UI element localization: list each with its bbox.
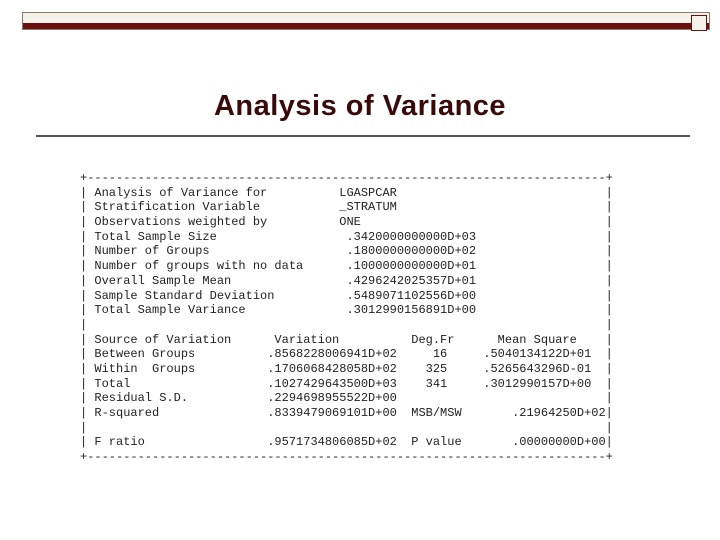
report-border-bottom: +------------------------------------------------------------------------+ <box>80 450 613 465</box>
report-table-row: | Residual S.D. .2294698955522D+00 | <box>80 391 613 406</box>
report-line: | Analysis of Variance for LGASPCAR | <box>80 185 613 200</box>
report-line: | Observations weighted by ONE | <box>80 215 613 230</box>
slide-header-bar <box>22 12 710 30</box>
report-line: | Sample Standard Deviation .5489071102556D+00 | <box>80 288 613 303</box>
report-line: | Number of Groups .1800000000000D+02 | <box>80 244 613 259</box>
report-blank-line: | | <box>80 317 613 332</box>
report-table-row: | Between Groups .8568228006941D+02 16 .5040134122D+01 | <box>80 347 613 362</box>
report-table-row: | Within Groups .1706068428058D+02 325 .5265643296D-01 | <box>80 361 613 376</box>
report-table-row: | Total .1027429643500D+03 341 .3012990157D+00 | <box>80 376 613 391</box>
report-line: | Total Sample Variance .3012990156891D+00 | <box>80 303 613 318</box>
report-table-header: | Source of Variation Variation Deg.Fr Mean Square | <box>80 332 613 347</box>
header-accent-strip <box>23 23 709 29</box>
header-corner-box <box>691 15 707 31</box>
report-border-top: +------------------------------------------------------------------------+ <box>80 171 613 185</box>
title-divider <box>36 135 690 137</box>
report-line: | Number of groups with no data .1000000000000D+01 | <box>80 259 613 274</box>
report-table-row: | F ratio .9571734806085D+02 P value .00000000D+00| <box>80 435 613 450</box>
anova-report <box>80 171 613 465</box>
report-line: | Total Sample Size .3420000000000D+03 | <box>80 229 613 244</box>
report-blank-line: | | <box>80 420 613 435</box>
report-table-row: | R-squared .8339479069101D+00 MSB/MSW .21964250D+02| <box>80 406 613 420</box>
report-line: | Stratification Variable _STRATUM | <box>80 200 613 215</box>
report-line: | Overall Sample Mean .4296242025357D+01 | <box>80 273 613 288</box>
slide-title: Analysis of Variance <box>213 90 507 122</box>
